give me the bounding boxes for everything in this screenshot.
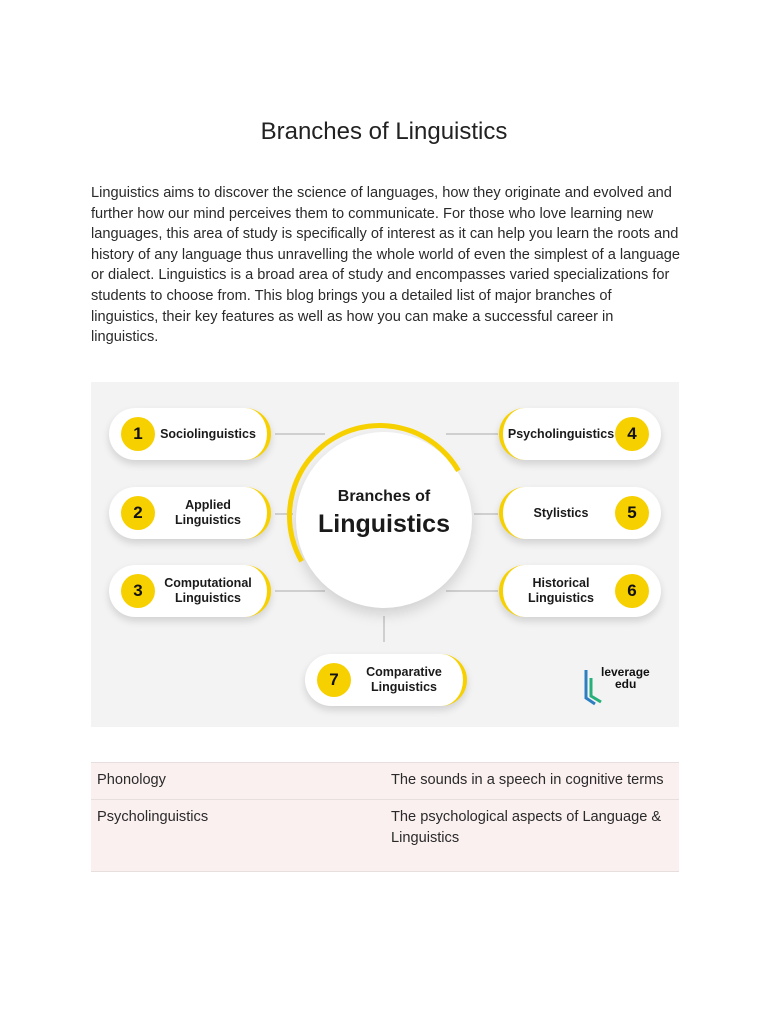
branch-number-badge: 7 xyxy=(317,663,351,697)
branch-pill-5 xyxy=(499,487,661,539)
branch-label: Stylistics xyxy=(533,505,589,520)
branch-label: Comparative Linguistics xyxy=(366,665,442,694)
branch-pill-6 xyxy=(499,565,661,617)
branch-pill-1 xyxy=(109,408,271,460)
branches-infographic xyxy=(91,382,679,727)
connector-line xyxy=(383,616,385,642)
page-title: Branches of Linguistics xyxy=(260,118,508,145)
branch-number-badge: 1 xyxy=(121,417,155,451)
linguistics-table xyxy=(91,762,679,872)
center-title-line1: Branches of xyxy=(337,488,431,505)
connector-line xyxy=(446,590,498,592)
table-cell-description: The psychological aspects of Language & Linguistics xyxy=(385,800,679,872)
branch-pill-3 xyxy=(109,565,271,617)
logo-text: leverage edu xyxy=(601,665,650,691)
branch-label: Psycholinguistics xyxy=(507,426,615,441)
branch-number-badge: 3 xyxy=(121,574,155,608)
center-title-line2: Linguistics xyxy=(318,510,450,538)
connector-line xyxy=(446,433,498,435)
leverage-edu-logo xyxy=(583,666,663,706)
branch-pill-2 xyxy=(109,487,271,539)
table-row xyxy=(91,763,679,800)
table-cell-description: The sounds in a speech in cognitive terms xyxy=(385,763,679,800)
branch-number-badge: 5 xyxy=(615,496,649,530)
branch-number-badge: 4 xyxy=(615,417,649,451)
connector-line xyxy=(275,433,325,435)
branch-label: Sociolinguistics xyxy=(160,426,256,441)
table-cell-term: Psycholinguistics xyxy=(91,800,385,872)
table-cell-term: Phonology xyxy=(91,763,385,800)
intro-paragraph: Linguistics aims to discover the science of languages, how they originate and evolved and further how our mind perceives them to communicate. For those who love learning new languages, this area of study is specifically of interest as it can help you learn the roots and history of any language thus unravelling the whole world of even the simplest of a language or dialect. Linguistics is a broad area of study and encompasses varied specializations for students to choose from. This blog brings you a detailed list of major branches of linguistics, their key features as well as how you can make a successful career in linguistics. xyxy=(91,185,680,346)
branch-number-badge: 2 xyxy=(121,496,155,530)
branch-number-badge: 6 xyxy=(615,574,649,608)
branch-label: Applied Linguistics xyxy=(175,498,241,527)
table-row xyxy=(91,800,679,872)
connector-line xyxy=(275,590,325,592)
branch-label: Computational Linguistics xyxy=(164,576,252,605)
connector-line xyxy=(474,513,498,515)
branch-pill-4 xyxy=(499,408,661,460)
branch-label: Historical Linguistics xyxy=(528,576,594,605)
branch-pill-7 xyxy=(305,654,467,706)
